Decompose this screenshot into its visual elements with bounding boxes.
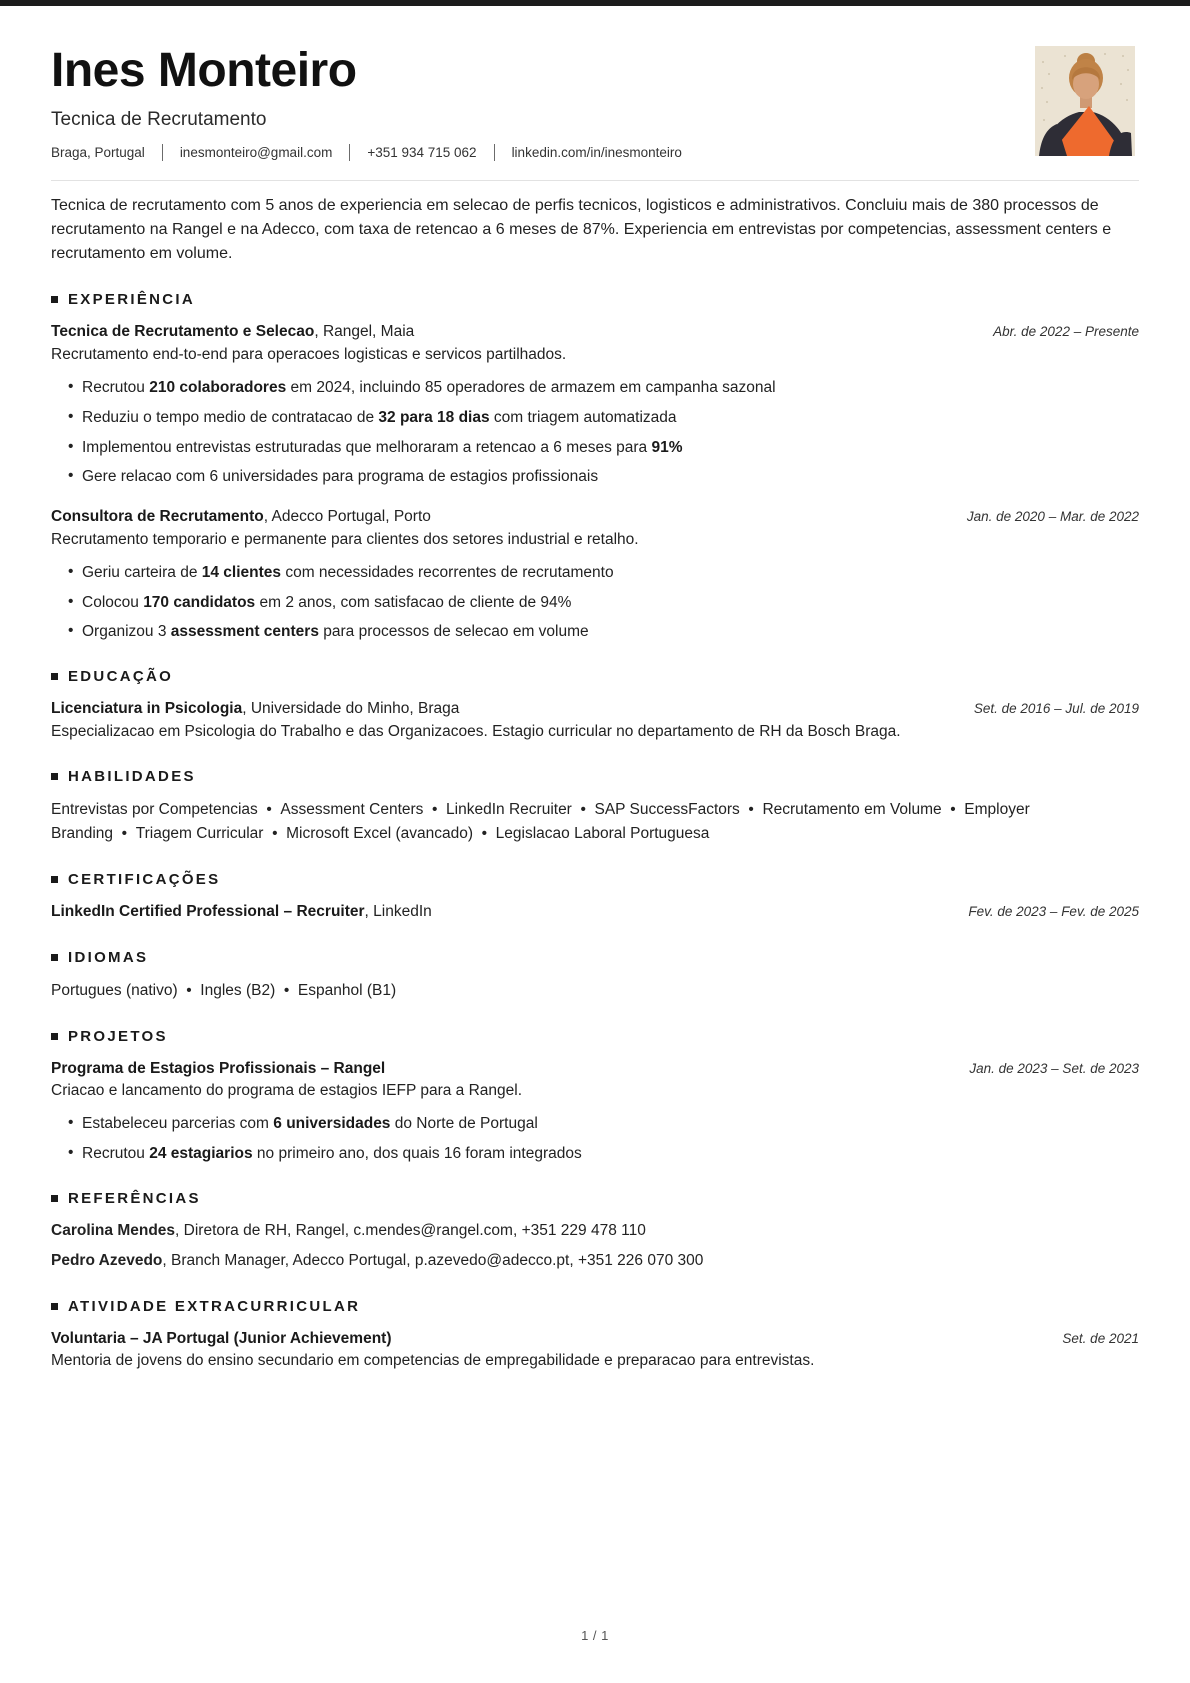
section-heading-languages: IDIOMAS (51, 949, 1139, 966)
entry-date: Set. de 2016 – Jul. de 2019 (973, 701, 1139, 717)
skills-list: Entrevistas por Competencias • Assessment Centers • LinkedIn Recruiter • SAP SuccessFactors • Recrutamento em Volume • Employer Branding • Triagem Curricular • Microsoft Excel (avancado) • Legislacao Laboral Portuguesa (51, 801, 1030, 843)
square-bullet-icon (51, 876, 58, 883)
section-languages (51, 949, 1139, 1003)
entry-description: Especializacao em Psicologia do Trabalho e das Organizacoes. Estagio curricular no departamento de RH da Bosch Braga. (51, 722, 901, 740)
section-heading-extracurricular: ATIVIDADE EXTRACURRICULAR (51, 1298, 1139, 1315)
entry-title: Consultora de Recrutamento, Adecco Portugal, Porto (51, 508, 431, 526)
section-heading-education: EDUCAÇÃO (51, 668, 1139, 685)
education-entry (51, 698, 1139, 743)
entry-date: Set. de 2021 (1062, 1330, 1139, 1346)
bullet-item: • Organizou 3 assessment centers para processos de selecao em volume (68, 621, 1139, 643)
header-divider (51, 180, 1139, 181)
entry-title: LinkedIn Certified Professional – Recruiter, LinkedIn (51, 903, 432, 921)
person-job-title: Tecnica de Recrutamento (51, 109, 267, 131)
bullet-item: • Recrutou 24 estagiarios no primeiro ano, dos quais 16 foram integrados (68, 1143, 1139, 1165)
contact-linkedin: linkedin.com/in/inesmonteiro (511, 145, 682, 161)
square-bullet-icon (51, 1033, 58, 1040)
entry-bullets (51, 377, 1139, 488)
extracurricular-entry (51, 1328, 1139, 1373)
entry-title: Voluntaria – JA Portugal (Junior Achievement) (51, 1329, 392, 1347)
summary-paragraph: Tecnica de recrutamento com 5 anos de experiencia em selecao de perfis tecnicos, logisticos e administrativos. Concluiu mais de 380 processos de recrutamento na Rangel e na Adecco, com taxa de retencao a 6 meses de 87%. Experiencia em entrevistas por competencias, assessment centers e recrutamento em volume. (51, 197, 1112, 263)
contact-separator (162, 144, 163, 161)
contact-separator (494, 144, 495, 161)
languages-list: Portugues (nativo) • Ingles (B2) • Espanhol (B1) (51, 981, 397, 999)
certification-entry (51, 901, 1139, 923)
contact-separator (349, 144, 350, 161)
bullet-item: • Gere relacao com 6 universidades para programa de estagios profissionais (68, 466, 1139, 488)
square-bullet-icon (51, 773, 58, 780)
section-skills (51, 768, 1139, 846)
bullet-item: • Reduziu o tempo medio de contratacao de 32 para 18 dias com triagem automatizada (68, 407, 1139, 429)
reference-person: Pedro Azevedo, Branch Manager, Adecco Portugal, p.azevedo@adecco.pt, +351 226 070 300 (51, 1252, 704, 1270)
section-heading-references: REFERÊNCIAS (51, 1190, 1139, 1207)
square-bullet-icon (51, 296, 58, 303)
section-education (51, 668, 1139, 743)
section-heading-skills: HABILIDADES (51, 768, 1139, 785)
experience-entry (51, 506, 1139, 643)
entry-description: Criacao e lancamento do programa de estagios IEFP para a Rangel. (51, 1082, 523, 1099)
page-indicator: 1 / 1 (581, 1628, 609, 1643)
person-name: Ines Monteiro (51, 44, 357, 97)
experience-entry (51, 321, 1139, 488)
entry-date: Jan. de 2020 – Mar. de 2022 (966, 509, 1139, 525)
entry-description: Recrutamento temporario e permanente para clientes dos setores industrial e retalho. (51, 530, 639, 548)
entry-bullets (51, 562, 1139, 643)
entry-title: Licenciatura in Psicologia, Universidade do Minho, Braga (51, 700, 460, 718)
entry-title: Tecnica de Recrutamento e Selecao, Rangel, Maia (51, 323, 415, 341)
bullet-item: • Estabeleceu parcerias com 6 universidades do Norte de Portugal (68, 1113, 1139, 1135)
section-experience (51, 291, 1139, 643)
section-certifications (51, 871, 1139, 923)
entry-description: Recrutamento end-to-end para operacoes logisticas e servicos partilhados. (51, 345, 567, 363)
square-bullet-icon (51, 1303, 58, 1310)
bullet-item: • Implementou entrevistas estruturadas que melhoraram a retencao a 6 meses para 91% (68, 437, 1139, 459)
square-bullet-icon (51, 954, 58, 961)
section-heading-certifications: CERTIFICAÇÕES (51, 871, 1139, 888)
section-projects (51, 1028, 1139, 1165)
bullet-item: • Colocou 170 candidatos em 2 anos, com satisfacao de cliente de 94% (68, 592, 1139, 614)
section-references (51, 1190, 1139, 1273)
section-heading-experience: EXPERIÊNCIA (51, 291, 1139, 308)
bullet-item: • Geriu carteira de 14 clientes com necessidades recorrentes de recrutamento (68, 562, 1139, 584)
project-entry (51, 1058, 1139, 1165)
entry-date: Abr. de 2022 – Presente (993, 324, 1139, 340)
entry-title: Programa de Estagios Profissionais – Rangel (51, 1059, 386, 1077)
contact-phone: +351 934 715 062 (367, 145, 477, 161)
square-bullet-icon (51, 1195, 58, 1202)
bullet-item: • Recrutou 210 colaboradores em 2024, incluindo 85 operadores de armazem em campanha sazonal (68, 377, 1139, 399)
square-bullet-icon (51, 673, 58, 680)
entry-date: Fev. de 2023 – Fev. de 2025 (968, 904, 1139, 920)
entry-date: Jan. de 2023 – Set. de 2023 (969, 1060, 1139, 1076)
resume-header (51, 46, 1139, 181)
contact-location: Braga, Portugal (51, 145, 145, 161)
section-extracurricular (51, 1298, 1139, 1373)
reference-person: Carolina Mendes, Diretora de RH, Rangel, c.mendes@rangel.com, +351 229 478 110 (51, 1221, 646, 1239)
contact-email: inesmonteiro@gmail.com (179, 145, 333, 161)
entry-bullets (51, 1113, 1139, 1164)
entry-description: Mentoria de jovens do ensino secundario em competencias de empregabilidade e preparacao para entrevistas. (51, 1352, 815, 1370)
contact-row (51, 144, 1139, 161)
profile-photo (1035, 46, 1135, 156)
section-heading-projects: PROJETOS (51, 1028, 1139, 1045)
